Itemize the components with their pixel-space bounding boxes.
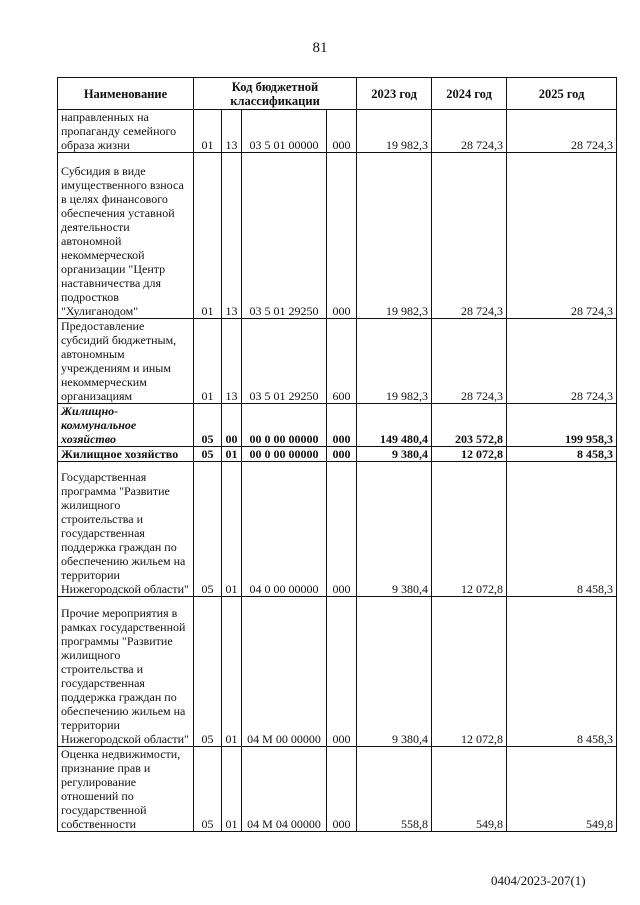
header-2024: 2024 год [432, 78, 507, 110]
code-subsection: 01 [222, 447, 242, 462]
code-subsection: 01 [222, 462, 242, 597]
value-2025: 28 724,3 [507, 110, 617, 153]
value-2023: 9 380,4 [357, 462, 432, 597]
code-section: 05 [194, 747, 222, 832]
row-name: Прочие мероприятия в рамках государственной программы "Развитие жилищного строительства и государственная поддержка граждан по обеспечению жильем на территории Нижегородской области" [58, 597, 194, 747]
code-target: 00 0 00 00000 [242, 404, 327, 447]
row-name: направленных на пропаганду семейного образа жизни [58, 110, 194, 153]
code-section: 01 [194, 319, 222, 404]
code-expense-type: 600 [327, 319, 357, 404]
value-2023: 19 982,3 [357, 153, 432, 319]
row-name: Жилищно-коммунальное хозяйство [58, 404, 194, 447]
value-2024: 28 724,3 [432, 153, 507, 319]
value-2025: 8 458,3 [507, 597, 617, 747]
code-expense-type: 000 [327, 153, 357, 319]
table-row [58, 404, 617, 447]
code-section: 05 [194, 404, 222, 447]
header-name: Наименование [58, 78, 194, 110]
table-row [58, 747, 617, 832]
code-subsection: 13 [222, 153, 242, 319]
value-2025: 28 724,3 [507, 153, 617, 319]
header-2023: 2023 год [357, 78, 432, 110]
value-2023: 558,8 [357, 747, 432, 832]
code-subsection: 01 [222, 597, 242, 747]
value-2023: 19 982,3 [357, 110, 432, 153]
value-2023: 19 982,3 [357, 319, 432, 404]
value-2025: 549,8 [507, 747, 617, 832]
value-2023: 9 380,4 [357, 447, 432, 462]
code-section: 01 [194, 153, 222, 319]
value-2024: 28 724,3 [432, 110, 507, 153]
table-row [58, 319, 617, 404]
table-header-row [58, 78, 617, 110]
value-2024: 203 572,8 [432, 404, 507, 447]
code-subsection: 00 [222, 404, 242, 447]
code-subsection: 13 [222, 110, 242, 153]
table-row [58, 447, 617, 462]
value-2025: 28 724,3 [507, 319, 617, 404]
table-row [58, 110, 617, 153]
row-name: Государственная программа "Развитие жилищного строительства и государственная поддержка граждан по обеспечению жильем на территории Нижегородской области" [58, 462, 194, 597]
value-2024: 12 072,8 [432, 597, 507, 747]
value-2023: 9 380,4 [357, 597, 432, 747]
value-2024: 28 724,3 [432, 319, 507, 404]
header-code: Код бюджетной классификации [194, 78, 357, 110]
code-section: 05 [194, 462, 222, 597]
table-row [58, 153, 617, 319]
row-name: Жилищное хозяйство [58, 447, 194, 462]
row-name: Предоставление субсидий бюджетным, автономным учреждениям и иным некоммерческим организациям [58, 319, 194, 404]
code-target: 03 5 01 29250 [242, 319, 327, 404]
code-target: 03 5 01 00000 [242, 110, 327, 153]
code-target: 04 М 00 00000 [242, 597, 327, 747]
code-expense-type: 000 [327, 462, 357, 597]
code-section: 05 [194, 447, 222, 462]
value-2024: 12 072,8 [432, 447, 507, 462]
header-2025: 2025 год [507, 78, 617, 110]
value-2024: 12 072,8 [432, 462, 507, 597]
code-expense-type: 000 [327, 447, 357, 462]
value-2025: 199 958,3 [507, 404, 617, 447]
code-target: 04 М 04 00000 [242, 747, 327, 832]
code-expense-type: 000 [327, 110, 357, 153]
code-section: 05 [194, 597, 222, 747]
code-subsection: 13 [222, 319, 242, 404]
code-target: 03 5 01 29250 [242, 153, 327, 319]
budget-table [57, 77, 617, 832]
document-code: 0404/2023-207(1) [491, 873, 586, 888]
table-row [58, 597, 617, 747]
row-name: Оценка недвижимости, признание прав и регулирование отношений по государственной собственности [58, 747, 194, 832]
code-expense-type: 000 [327, 747, 357, 832]
code-target: 04 0 00 00000 [242, 462, 327, 597]
code-expense-type: 000 [327, 597, 357, 747]
value-2023: 149 480,4 [357, 404, 432, 447]
value-2025: 8 458,3 [507, 447, 617, 462]
value-2025: 8 458,3 [507, 462, 617, 597]
code-section: 01 [194, 110, 222, 153]
table-row [58, 462, 617, 597]
code-subsection: 01 [222, 747, 242, 832]
code-target: 00 0 00 00000 [242, 447, 327, 462]
page-number: 81 [312, 40, 328, 56]
value-2024: 549,8 [432, 747, 507, 832]
code-expense-type: 000 [327, 404, 357, 447]
row-name: Субсидия в виде имущественного взноса в целях финансового обеспечения уставной деятельности автономной некоммерческой организации "Центр наставничества для подростков "Хулиганодом" [58, 153, 194, 319]
